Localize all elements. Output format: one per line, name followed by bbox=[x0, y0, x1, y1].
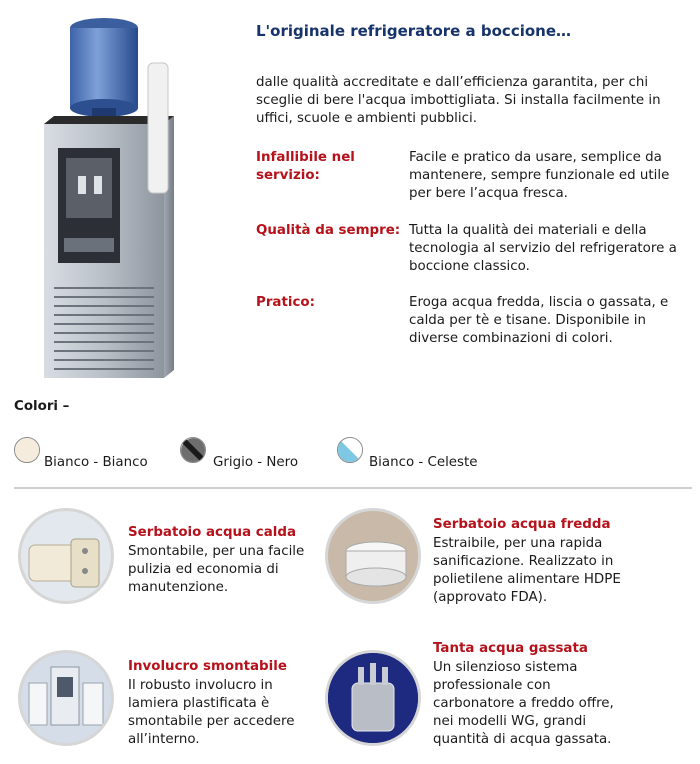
carbonator-thumbnail bbox=[325, 650, 421, 746]
water-cooler-image bbox=[14, 8, 194, 383]
colors-heading: Colori – bbox=[14, 399, 70, 414]
casing-icon bbox=[21, 653, 111, 743]
swatch-fill bbox=[181, 438, 206, 463]
feature-text: Tutta la qualità dei materiali e della tecnologia al servizio del refrigeratore a boccione classico. bbox=[409, 223, 677, 274]
product-text: Un silenzioso sistema professionale con carbonatore a freddo offre, nei modelli WG, grandi quantità di acqua gassata. bbox=[433, 660, 614, 747]
cold-tank-thumbnail bbox=[325, 508, 421, 604]
swatch-half bbox=[15, 438, 40, 463]
casing-thumbnail bbox=[18, 650, 114, 746]
product-text: Il robusto involucro in lamiera plastificata è smontabile per accedere all’interno. bbox=[128, 678, 295, 747]
intro-text: dalle qualità accreditate e dall’efficienza garantita, per chi sceglie di bere l'acqua imbottigliata. Si installa facilmente in uffici, scuole e ambienti pubblici. bbox=[256, 75, 661, 126]
page-title: L'originale refrigeratore a boccione… bbox=[256, 22, 572, 40]
feature-text: Facile e pratico da usare, semplice da mantenere, sempre funzionale ed utile per bere l’acqua fresca. bbox=[409, 150, 670, 201]
cold-tank-icon bbox=[328, 511, 418, 601]
carbonator-icon bbox=[328, 653, 418, 743]
product-title: Involucro smontabile bbox=[128, 659, 287, 674]
product-text: Smontabile, per una facile pulizia ed economia di manutenzione. bbox=[128, 544, 305, 595]
color-swatch-bianco-bianco[interactable] bbox=[14, 437, 40, 463]
color-option-label: Bianco - Celeste bbox=[369, 455, 478, 470]
divider bbox=[14, 487, 692, 489]
product-text: Estraibile, per una rapida sanificazione. Realizzato in polietilene alimentare HDPE (approvato FDA). bbox=[433, 536, 621, 605]
feature-text: Eroga acqua fredda, liscia o gassata, e calda per tè e tisane. Disponibile in diverse combinazioni di colori. bbox=[409, 295, 669, 346]
product-title: Serbatoio acqua calda bbox=[128, 525, 296, 540]
product-title: Tanta acqua gassata bbox=[433, 641, 588, 656]
product-title: Serbatoio acqua fredda bbox=[433, 517, 611, 532]
color-swatch-bianco-celeste[interactable] bbox=[337, 437, 363, 463]
swatch-fill bbox=[15, 438, 40, 463]
color-swatch-grigio-nero[interactable] bbox=[180, 437, 206, 463]
feature-label: Qualità da sempre: bbox=[256, 223, 401, 238]
color-option-label: Grigio - Nero bbox=[213, 455, 299, 470]
color-option-label: Bianco - Bianco bbox=[44, 455, 148, 470]
hot-tank-icon bbox=[21, 511, 111, 601]
feature-label: Infallibile nel servizio: bbox=[256, 150, 355, 183]
feature-label: Pratico: bbox=[256, 295, 315, 310]
swatch-fill bbox=[338, 438, 363, 463]
hot-tank-thumbnail bbox=[18, 508, 114, 604]
